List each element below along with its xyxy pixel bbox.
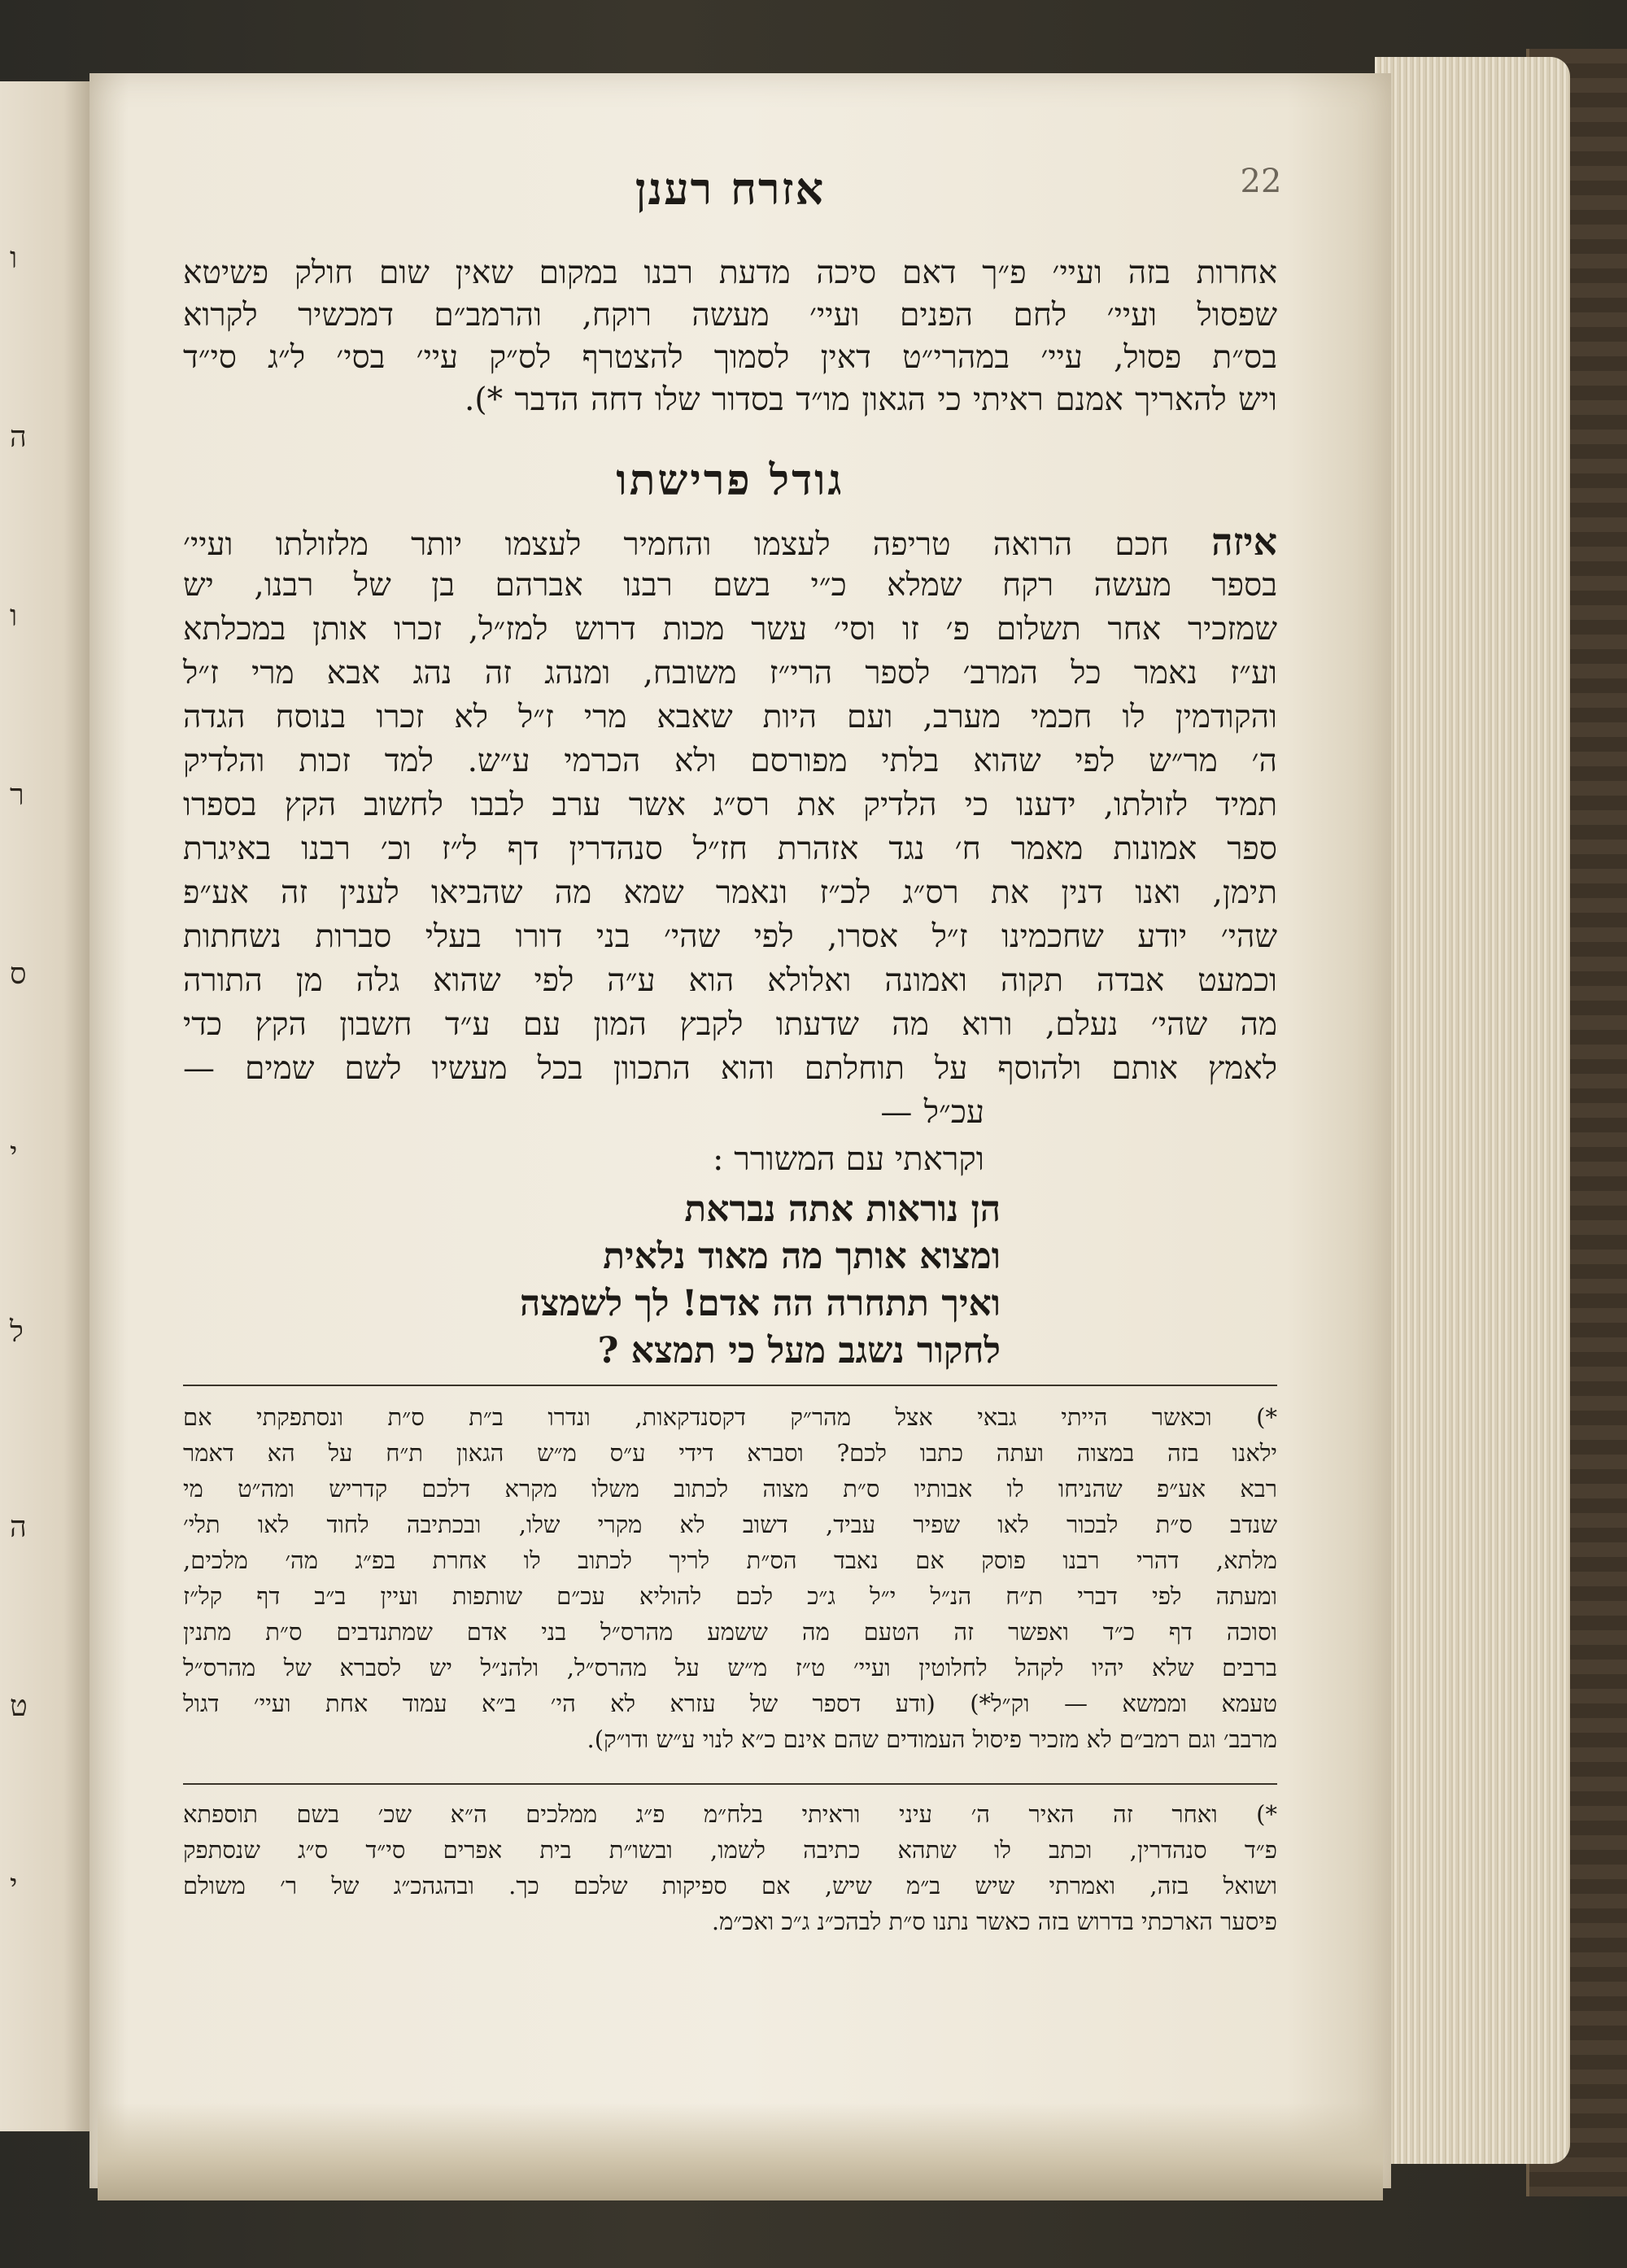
- page-edges: [1375, 57, 1570, 2164]
- section-heading: גודל פרישתו: [616, 456, 844, 505]
- lead-word: איזה: [1211, 520, 1278, 564]
- section-first-line: [183, 521, 1277, 563]
- poem-line: הן נוראות אתה נבראת: [684, 1189, 1001, 1230]
- left-page-fragment: ה: [10, 1511, 27, 1544]
- left-page-fragment: ו: [10, 600, 18, 633]
- footnote-line: מרבב׳ וגם רמב״ם לא מזכיר פיסול העמודים שהם אינם כ״א לנוי ע״ש ודו״ק).: [587, 1725, 1277, 1753]
- left-page-fragment: ר: [10, 779, 24, 812]
- intro-line: ויש להאריך אמנם ראיתי כי הגאון מו״ד בסדור שלו דחה הדבר *).: [465, 382, 1277, 418]
- section-line: שמזכיר אחר תשלום פ׳ זו וסי׳ עשר מכות דרוש למז״ל, זכרו אותן במכלתא: [183, 611, 1277, 648]
- footnote-divider: [183, 1385, 1277, 1386]
- running-title: אזרח רענן: [635, 163, 826, 215]
- left-page-fragment: ה: [10, 421, 27, 454]
- left-page-fragment: ו: [10, 242, 18, 275]
- footnote-line: *) ואחר זה האיר ה׳ עיני וראיתי בלח״מ פ״ג ממלכים ה״א שכ׳ בשם תוספתא: [183, 1800, 1277, 1828]
- intro-line: שפסול ועיי׳ לחם הפנים ועיי׳ מעשה רוקח, והרמב״ם דמכשיר לקרוא: [183, 297, 1277, 334]
- section-line: והקודמין לו חכמי מערב, ועם היות שאבא מרי ז״ל לא זכרו בנוסח הגדה: [183, 699, 1277, 735]
- left-page-fragment: ט: [10, 1690, 28, 1723]
- section-line: עכ״ל —: [880, 1094, 984, 1131]
- intro-line: בס״ת פסול, עיי׳ במהרי״ט דאין לסמוך להצטרף לס״ק עיי׳ בסי׳ ל״ג סי״ד: [183, 339, 1277, 376]
- left-page-fragment: י: [10, 1869, 18, 1902]
- poem-line: ואיך תתחרה הה אדם! לך לשמצה: [519, 1283, 1001, 1324]
- footnote-line: *) וכאשר הייתי גבאי אצל מהר״ק דקסנדקאות, ונדרו ב״ת ס״ת ונסתפקתי אם: [183, 1403, 1277, 1431]
- footnote-line: פ״ד סנהדרין, וכתב לו שתהא כתיבה לשמו, ובשו״ת בית אפרים סי״ד ס״ג שנסתפק: [183, 1836, 1277, 1864]
- footnote-line: טעמא וממשא — וק״ל*) (ודע דספר של עזרא לא הי׳ ב״א עמוד אחת ועיי׳ דגול: [183, 1690, 1277, 1717]
- poem-line: לחקור נשגב מעל כי תמצא ?: [597, 1330, 1001, 1372]
- poem-line: ומצוא אותך מה מאוד נלאית: [603, 1236, 1001, 1277]
- section-line: בספר מעשה רקח שמלא כ״י בשם רבנו אברהם בן של רבנו, יש: [183, 567, 1277, 604]
- footnote-divider-2: [183, 1783, 1277, 1785]
- section-line: מה שהי׳ נעלם, ורוא מה שדעתו לקבץ המון עם ע״ד חשבון הקץ כדי: [183, 1006, 1277, 1043]
- left-page-fragment: ס: [10, 957, 27, 991]
- footnote-line: פיסער הארכתי בדרוש בזה כאשר נתנו ס״ת לבהכ״נ ג״כ ואכ״מ.: [711, 1908, 1277, 1935]
- footnote-line: ומעתה לפי דברי ת״ח הנ״ל י״ל ג״כ לכם להוליא עכ״ם שותפות ועיין ב״ב דף קל״ז: [183, 1582, 1277, 1610]
- page-content-area: [89, 73, 1391, 2188]
- intro-line: אחרות בזה ועיי׳ פ״ך דאם סיכה מדעת רבנו במקום שאין שום חולק פשיטא: [183, 255, 1277, 291]
- footnote-line: ילאנו בזה במצוה ועתה כתבו לכם? וסברא דידי ע״ס מ״ש הגאון ת״ח על הא דאמר: [183, 1439, 1277, 1467]
- section-line: וכמעט אבדה תקוה ואמונה ואלולא הוא ע״ה לפי שהוא גלה מן התורה: [183, 962, 1277, 999]
- section-line: תימן, ואנו דנין את רס״ג לכ״ז ונאמר שמא מה שהביאו לענין זה אע״פ: [183, 874, 1277, 911]
- section-line: ה׳ מר״ש לפי שהוא בלתי מפורסם ולא הכרמי ע״ש. למד זכות והלדיק: [183, 743, 1277, 779]
- footnote-line: מלתא, דהרי רבנו פוסק אם נאבד הס״ת לריך לכתוב לו אחרת בפ״ג מה׳ מלכים,: [183, 1546, 1277, 1574]
- section-line: לאמץ אותם ולהוסף על תוחלתם והוא התכוון בכל מעשיו לשם שמים —: [183, 1050, 1277, 1087]
- footnote-line: ושואל בזה, ואמרתי שיש ב״מ שיש, אם ספיקות שלכם כך. ובהגהכ״ג של ר׳ משולם: [183, 1872, 1277, 1899]
- left-page-fragment: ל: [10, 1315, 24, 1349]
- page-number: 22: [1240, 163, 1282, 200]
- footnote-line: רבא אע״פ שהניחו לו אבותיו ס״ת מצוה לכתוב משלו מקרא דלכם קדריש ומה״ט מי: [183, 1475, 1277, 1503]
- section-line: תמיד לזולתו, ידענו כי הלדיק את רס״ג אשר ערב לבבו לחשוב הקץ בספרו: [183, 787, 1277, 823]
- left-page-margin: [0, 81, 93, 2131]
- page-bottom-wear: [98, 2103, 1383, 2200]
- poem-intro: וקראתי עם המשורר :: [713, 1141, 984, 1178]
- footnote-line: וסוכה דף כ״ד ואפשר זה הטעם מה ששמע מהרס״ל בני אדם שמתנדבים ס״ת מתנין: [183, 1618, 1277, 1646]
- section-line: וע״ז נאמר כל המרב׳ לספר הרי״ז משובח, ומנהג זה נהג אבא מרי ז״ל: [183, 655, 1277, 691]
- section-line: שהי׳ יודע שחכמינו ז״ל אסרו, לפי שהי׳ בני דורו בעלי סברות נשחתות: [183, 918, 1277, 955]
- footnote-line: ברבים שלא יהיו לקהל לחלוטין ועיי׳ ט״ז מ״ש על מהרס״ל, ולהנ״ל יש לסברא של מהרס״ל: [183, 1654, 1277, 1681]
- left-page-fragment: י: [10, 1136, 18, 1170]
- footnote-line: שנדב ס״ת לבכור לאו שפיר עביד, דשוב לא מקרי שלו, ובכתיבה לחוד לאו תלי׳: [183, 1511, 1277, 1538]
- section-line: חכם הרואה טריפה לעצמו והחמיר לעצמו יותר מלזולתו ועיי׳: [183, 526, 1169, 563]
- section-line: ספר אמונות מאמר ח׳ נגד אזהרת חז״ל סנהדרין דף ל״ז וכ׳ רבנו באיגרת: [183, 831, 1277, 867]
